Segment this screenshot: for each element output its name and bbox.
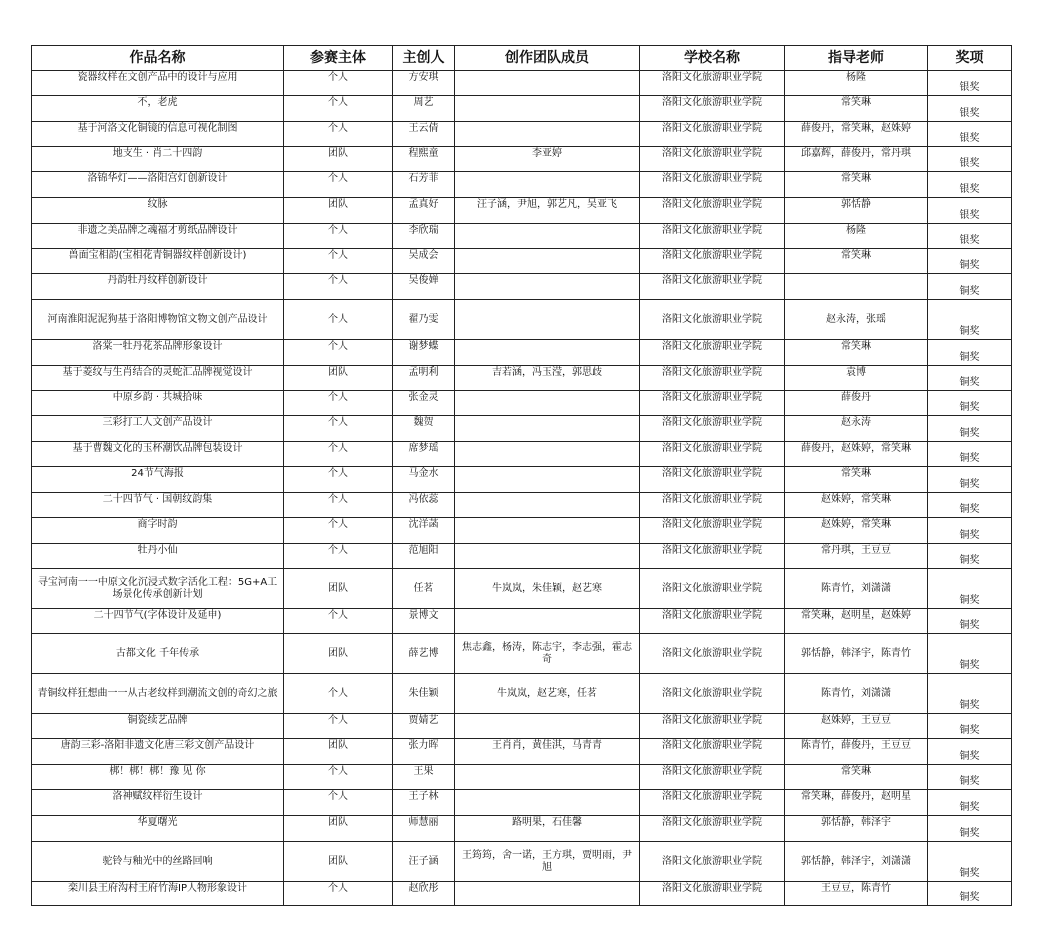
cell-creator: 冯依蕊	[393, 493, 455, 518]
cell-creator: 席梦瑶	[393, 442, 455, 467]
cell-advisor: 常笑琳	[785, 765, 928, 790]
cell-award: 铜奖	[928, 544, 1012, 569]
cell-creator: 王云倩	[393, 122, 455, 147]
cell-school: 洛阳文化旅游职业学院	[640, 569, 785, 609]
cell-creator: 张金灵	[393, 391, 455, 416]
table-row	[32, 366, 1012, 391]
cell-school: 洛阳文化旅游职业学院	[640, 198, 785, 224]
cell-school: 洛阳文化旅游职业学院	[640, 765, 785, 790]
cell-team: 汪子涵，尹旭，郭艺凡，吴亚飞	[455, 198, 640, 224]
cell-school: 洛阳文化旅游职业学院	[640, 467, 785, 493]
cell-team	[455, 122, 640, 147]
cell-work: 基于河洛文化铜镜的信息可视化制图	[32, 122, 284, 147]
cell-type: 个人	[284, 714, 393, 739]
cell-award: 铜奖	[928, 674, 1012, 714]
cell-work: 洛锦华灯——洛阳宫灯创新设计	[32, 172, 284, 198]
table-row	[32, 96, 1012, 122]
cell-school: 洛阳文化旅游职业学院	[640, 634, 785, 674]
cell-team: 王筠筠，舍一诺，王方琪，贾明雨，尹旭	[455, 842, 640, 882]
cell-type: 团队	[284, 842, 393, 882]
cell-work: 兽面宝相韵(宝相花青铜器纹样创新设计)	[32, 249, 284, 274]
cell-school: 洛阳文化旅游职业学院	[640, 518, 785, 544]
cell-advisor: 袁博	[785, 366, 928, 391]
cell-creator: 周艺	[393, 96, 455, 122]
table-row	[32, 300, 1012, 340]
table-row	[32, 249, 1012, 274]
cell-work: 中原乡韵 · 共城拾味	[32, 391, 284, 416]
cell-type: 团队	[284, 198, 393, 224]
table-body	[32, 71, 1012, 906]
cell-team	[455, 96, 640, 122]
cell-school: 洛阳文化旅游职业学院	[640, 790, 785, 816]
cell-school: 洛阳文化旅游职业学院	[640, 609, 785, 634]
cell-team	[455, 790, 640, 816]
cell-school: 洛阳文化旅游职业学院	[640, 442, 785, 467]
cell-school: 洛阳文化旅游职业学院	[640, 147, 785, 172]
cell-type: 个人	[284, 467, 393, 493]
cell-team	[455, 882, 640, 906]
cell-advisor: 郭恬静，韩泽宇	[785, 816, 928, 842]
cell-award: 银奖	[928, 71, 1012, 96]
table-row	[32, 790, 1012, 816]
cell-creator: 范旭阳	[393, 544, 455, 569]
table-row	[32, 416, 1012, 442]
cell-type: 个人	[284, 442, 393, 467]
cell-type: 团队	[284, 569, 393, 609]
cell-work: 牡丹小仙	[32, 544, 284, 569]
cell-work: 丹韵牡丹纹样创新设计	[32, 274, 284, 300]
table-row	[32, 198, 1012, 224]
cell-team	[455, 442, 640, 467]
cell-team	[455, 391, 640, 416]
cell-award: 铜奖	[928, 842, 1012, 882]
cell-creator: 沈洋菡	[393, 518, 455, 544]
table-row	[32, 634, 1012, 674]
cell-type: 个人	[284, 122, 393, 147]
table-row	[32, 274, 1012, 300]
cell-team	[455, 518, 640, 544]
cell-school: 洛阳文化旅游职业学院	[640, 544, 785, 569]
cell-creator: 吴成会	[393, 249, 455, 274]
cell-work: 梆！梆！梆！豫 见 你	[32, 765, 284, 790]
cell-award: 银奖	[928, 198, 1012, 224]
cell-advisor: 邱嘉辉，薛俊丹，常丹琪	[785, 147, 928, 172]
cell-type: 个人	[284, 71, 393, 96]
cell-award: 银奖	[928, 172, 1012, 198]
header-award: 奖项	[928, 46, 1012, 71]
cell-team	[455, 71, 640, 96]
cell-work: 洛棠一牡丹花茶品牌形象设计	[32, 340, 284, 366]
cell-type: 个人	[284, 300, 393, 340]
cell-advisor: 常笑琳	[785, 96, 928, 122]
cell-work: 华夏曙光	[32, 816, 284, 842]
cell-advisor: 赵姝婷，常笑琳	[785, 518, 928, 544]
cell-work: 铜瓷续艺品牌	[32, 714, 284, 739]
cell-award: 银奖	[928, 147, 1012, 172]
cell-type: 个人	[284, 249, 393, 274]
cell-school: 洛阳文化旅游职业学院	[640, 96, 785, 122]
cell-team	[455, 224, 640, 249]
cell-team	[455, 300, 640, 340]
cell-work: 二十四节气 · 国朝纹韵集	[32, 493, 284, 518]
cell-type: 个人	[284, 609, 393, 634]
cell-school: 洛阳文化旅游职业学院	[640, 122, 785, 147]
cell-work: 商字时韵	[32, 518, 284, 544]
table-row	[32, 544, 1012, 569]
table-row	[32, 714, 1012, 739]
cell-team	[455, 493, 640, 518]
cell-team: 王肖肖，黄佳淇，马青青	[455, 739, 640, 765]
cell-award: 铜奖	[928, 739, 1012, 765]
cell-school: 洛阳文化旅游职业学院	[640, 71, 785, 96]
cell-school: 洛阳文化旅游职业学院	[640, 172, 785, 198]
cell-award: 铜奖	[928, 714, 1012, 739]
cell-work: 瓷器纹样在文创产品中的设计与应用	[32, 71, 284, 96]
table-row	[32, 71, 1012, 96]
cell-award: 银奖	[928, 96, 1012, 122]
header-school: 学校名称	[640, 46, 785, 71]
cell-creator: 程熙童	[393, 147, 455, 172]
cell-creator: 朱佳颖	[393, 674, 455, 714]
cell-team: 路明果，石佳馨	[455, 816, 640, 842]
cell-advisor: 赵永涛，张瑶	[785, 300, 928, 340]
cell-work: 河南淮阳泥泥狗基于洛阳博物馆文物文创产品设计	[32, 300, 284, 340]
cell-team	[455, 714, 640, 739]
cell-advisor: 郭恬静	[785, 198, 928, 224]
table-row	[32, 391, 1012, 416]
cell-advisor: 陈青竹，刘潇潇	[785, 674, 928, 714]
cell-creator: 薛艺博	[393, 634, 455, 674]
cell-work: 栾川县王府沟村王府竹海IP人物形象设计	[32, 882, 284, 906]
cell-award: 铜奖	[928, 340, 1012, 366]
cell-school: 洛阳文化旅游职业学院	[640, 493, 785, 518]
cell-school: 洛阳文化旅游职业学院	[640, 714, 785, 739]
cell-work: 寻宝河南一一中原文化沉浸式数字活化工程：5G+A工场景化传承创新计划	[32, 569, 284, 609]
table-row	[32, 882, 1012, 906]
cell-work: 纹脉	[32, 198, 284, 224]
cell-type: 团队	[284, 634, 393, 674]
cell-advisor: 杨隆	[785, 71, 928, 96]
cell-advisor: 陈青竹，刘潇潇	[785, 569, 928, 609]
table-row	[32, 569, 1012, 609]
cell-school: 洛阳文化旅游职业学院	[640, 274, 785, 300]
cell-work: 驼铃与釉光中的丝路回响	[32, 842, 284, 882]
cell-type: 个人	[284, 224, 393, 249]
cell-creator: 吴俊婵	[393, 274, 455, 300]
table-row	[32, 493, 1012, 518]
cell-advisor: 常笑琳	[785, 340, 928, 366]
cell-team: 李亚婷	[455, 147, 640, 172]
table-row	[32, 609, 1012, 634]
header-work: 作品名称	[32, 46, 284, 71]
cell-team: 吉若涵，冯玉滢，郭思歧	[455, 366, 640, 391]
cell-team	[455, 340, 640, 366]
cell-advisor: 赵姝婷，常笑琳	[785, 493, 928, 518]
cell-work: 不，老虎	[32, 96, 284, 122]
cell-creator: 马金水	[393, 467, 455, 493]
cell-school: 洛阳文化旅游职业学院	[640, 416, 785, 442]
cell-creator: 贾婧艺	[393, 714, 455, 739]
cell-advisor: 陈青竹，薛俊丹，王豆豆	[785, 739, 928, 765]
header-type: 参赛主体	[284, 46, 393, 71]
cell-creator: 师慧丽	[393, 816, 455, 842]
cell-creator: 孟明利	[393, 366, 455, 391]
cell-advisor: 薛俊丹，赵姝婷，常笑琳	[785, 442, 928, 467]
cell-creator: 李欣瑞	[393, 224, 455, 249]
cell-school: 洛阳文化旅游职业学院	[640, 674, 785, 714]
cell-award: 铜奖	[928, 765, 1012, 790]
cell-school: 洛阳文化旅游职业学院	[640, 340, 785, 366]
cell-advisor: 赵永涛	[785, 416, 928, 442]
cell-creator: 翟乃雯	[393, 300, 455, 340]
header-creator: 主创人	[393, 46, 455, 71]
cell-school: 洛阳文化旅游职业学院	[640, 842, 785, 882]
table-row	[32, 765, 1012, 790]
header-team: 创作团队成员	[455, 46, 640, 71]
cell-creator: 王子林	[393, 790, 455, 816]
cell-creator: 景博文	[393, 609, 455, 634]
cell-advisor: 郭恬静，韩泽宇，刘潇潇	[785, 842, 928, 882]
cell-creator: 赵欣彤	[393, 882, 455, 906]
cell-award: 铜奖	[928, 816, 1012, 842]
cell-work: 基于菱纹与生肖结合的灵蛇汇品牌视觉设计	[32, 366, 284, 391]
cell-team	[455, 172, 640, 198]
cell-advisor: 常笑琳，薛俊丹，赵明星	[785, 790, 928, 816]
cell-school: 洛阳文化旅游职业学院	[640, 249, 785, 274]
cell-award: 铜奖	[928, 442, 1012, 467]
cell-award: 银奖	[928, 122, 1012, 147]
cell-advisor: 常丹琪，王豆豆	[785, 544, 928, 569]
cell-team	[455, 609, 640, 634]
cell-advisor: 常笑琳，赵明星，赵姝婷	[785, 609, 928, 634]
cell-award: 铜奖	[928, 493, 1012, 518]
awards-sheet	[31, 45, 1011, 906]
cell-type: 个人	[284, 172, 393, 198]
cell-creator: 张力晖	[393, 739, 455, 765]
cell-work: 非遗之美品牌之魂福才剪纸品牌设计	[32, 224, 284, 249]
cell-work: 地支生 · 肖二十四韵	[32, 147, 284, 172]
cell-creator: 魏贺	[393, 416, 455, 442]
cell-school: 洛阳文化旅游职业学院	[640, 224, 785, 249]
cell-type: 个人	[284, 790, 393, 816]
table-row	[32, 674, 1012, 714]
cell-type: 个人	[284, 416, 393, 442]
cell-advisor: 赵姝婷，王豆豆	[785, 714, 928, 739]
cell-award: 铜奖	[928, 882, 1012, 906]
cell-type: 个人	[284, 544, 393, 569]
cell-creator: 石芳菲	[393, 172, 455, 198]
table-row	[32, 816, 1012, 842]
header-row	[32, 46, 1012, 71]
cell-team	[455, 544, 640, 569]
awards-table	[31, 45, 1012, 906]
table-row	[32, 442, 1012, 467]
table-row	[32, 340, 1012, 366]
table-row	[32, 122, 1012, 147]
cell-advisor: 常笑琳	[785, 467, 928, 493]
cell-creator: 方安琪	[393, 71, 455, 96]
cell-team	[455, 274, 640, 300]
cell-advisor: 常笑琳	[785, 172, 928, 198]
cell-award: 铜奖	[928, 790, 1012, 816]
cell-award: 铜奖	[928, 518, 1012, 544]
cell-award: 铜奖	[928, 609, 1012, 634]
table-row	[32, 224, 1012, 249]
cell-type: 个人	[284, 674, 393, 714]
cell-team: 牛岚岚，赵艺寒，任茗	[455, 674, 640, 714]
cell-type: 个人	[284, 274, 393, 300]
cell-school: 洛阳文化旅游职业学院	[640, 300, 785, 340]
cell-work: 基于曹魏文化的玉杯潮饮品牌包装设计	[32, 442, 284, 467]
header-advisor: 指导老师	[785, 46, 928, 71]
cell-type: 团队	[284, 147, 393, 172]
cell-school: 洛阳文化旅游职业学院	[640, 366, 785, 391]
cell-team	[455, 249, 640, 274]
cell-advisor: 王豆豆，陈青竹	[785, 882, 928, 906]
cell-type: 团队	[284, 366, 393, 391]
cell-type: 个人	[284, 96, 393, 122]
cell-award: 铜奖	[928, 274, 1012, 300]
cell-school: 洛阳文化旅游职业学院	[640, 816, 785, 842]
table-row	[32, 518, 1012, 544]
cell-creator: 孟真好	[393, 198, 455, 224]
cell-type: 个人	[284, 493, 393, 518]
cell-creator: 任茗	[393, 569, 455, 609]
cell-type: 个人	[284, 340, 393, 366]
cell-work: 二十四节气(字体设计及延申)	[32, 609, 284, 634]
cell-type: 团队	[284, 739, 393, 765]
cell-award: 铜奖	[928, 634, 1012, 674]
cell-work: 唐韵三彩-洛阳非遗文化唐三彩文创产品设计	[32, 739, 284, 765]
cell-school: 洛阳文化旅游职业学院	[640, 882, 785, 906]
cell-advisor: 薛俊丹	[785, 391, 928, 416]
cell-type: 团队	[284, 816, 393, 842]
table-row	[32, 739, 1012, 765]
cell-team	[455, 416, 640, 442]
cell-award: 铜奖	[928, 569, 1012, 609]
cell-creator: 王果	[393, 765, 455, 790]
cell-type: 个人	[284, 518, 393, 544]
cell-work: 青铜纹样狂想曲一一从古老纹样到潮流文创的奇幻之旅	[32, 674, 284, 714]
cell-school: 洛阳文化旅游职业学院	[640, 739, 785, 765]
cell-work: 24节气海报	[32, 467, 284, 493]
cell-team	[455, 765, 640, 790]
cell-team: 焦志鑫，杨涛，陈志宇，李志强，霍志奇	[455, 634, 640, 674]
table-row	[32, 172, 1012, 198]
cell-award: 铜奖	[928, 249, 1012, 274]
cell-type: 个人	[284, 765, 393, 790]
cell-team	[455, 467, 640, 493]
cell-creator: 谢梦蝶	[393, 340, 455, 366]
cell-advisor: 郭恬静，韩泽宇，陈青竹	[785, 634, 928, 674]
table-row	[32, 842, 1012, 882]
cell-type: 个人	[284, 882, 393, 906]
cell-work: 洛神赋纹样衍生设计	[32, 790, 284, 816]
cell-award: 铜奖	[928, 416, 1012, 442]
cell-advisor: 薛俊丹，常笑琳，赵姝婷	[785, 122, 928, 147]
cell-creator: 汪子涵	[393, 842, 455, 882]
table-row	[32, 467, 1012, 493]
cell-award: 铜奖	[928, 300, 1012, 340]
cell-type: 个人	[284, 391, 393, 416]
cell-advisor	[785, 274, 928, 300]
cell-work: 三彩打工人文创产品设计	[32, 416, 284, 442]
table-row	[32, 147, 1012, 172]
cell-award: 铜奖	[928, 366, 1012, 391]
cell-award: 银奖	[928, 224, 1012, 249]
cell-work: 古都文化 千年传承	[32, 634, 284, 674]
cell-award: 铜奖	[928, 391, 1012, 416]
cell-team: 牛岚岚，朱佳颖，赵艺寒	[455, 569, 640, 609]
cell-award: 铜奖	[928, 467, 1012, 493]
cell-advisor: 杨隆	[785, 224, 928, 249]
cell-advisor: 常笑琳	[785, 249, 928, 274]
cell-school: 洛阳文化旅游职业学院	[640, 391, 785, 416]
